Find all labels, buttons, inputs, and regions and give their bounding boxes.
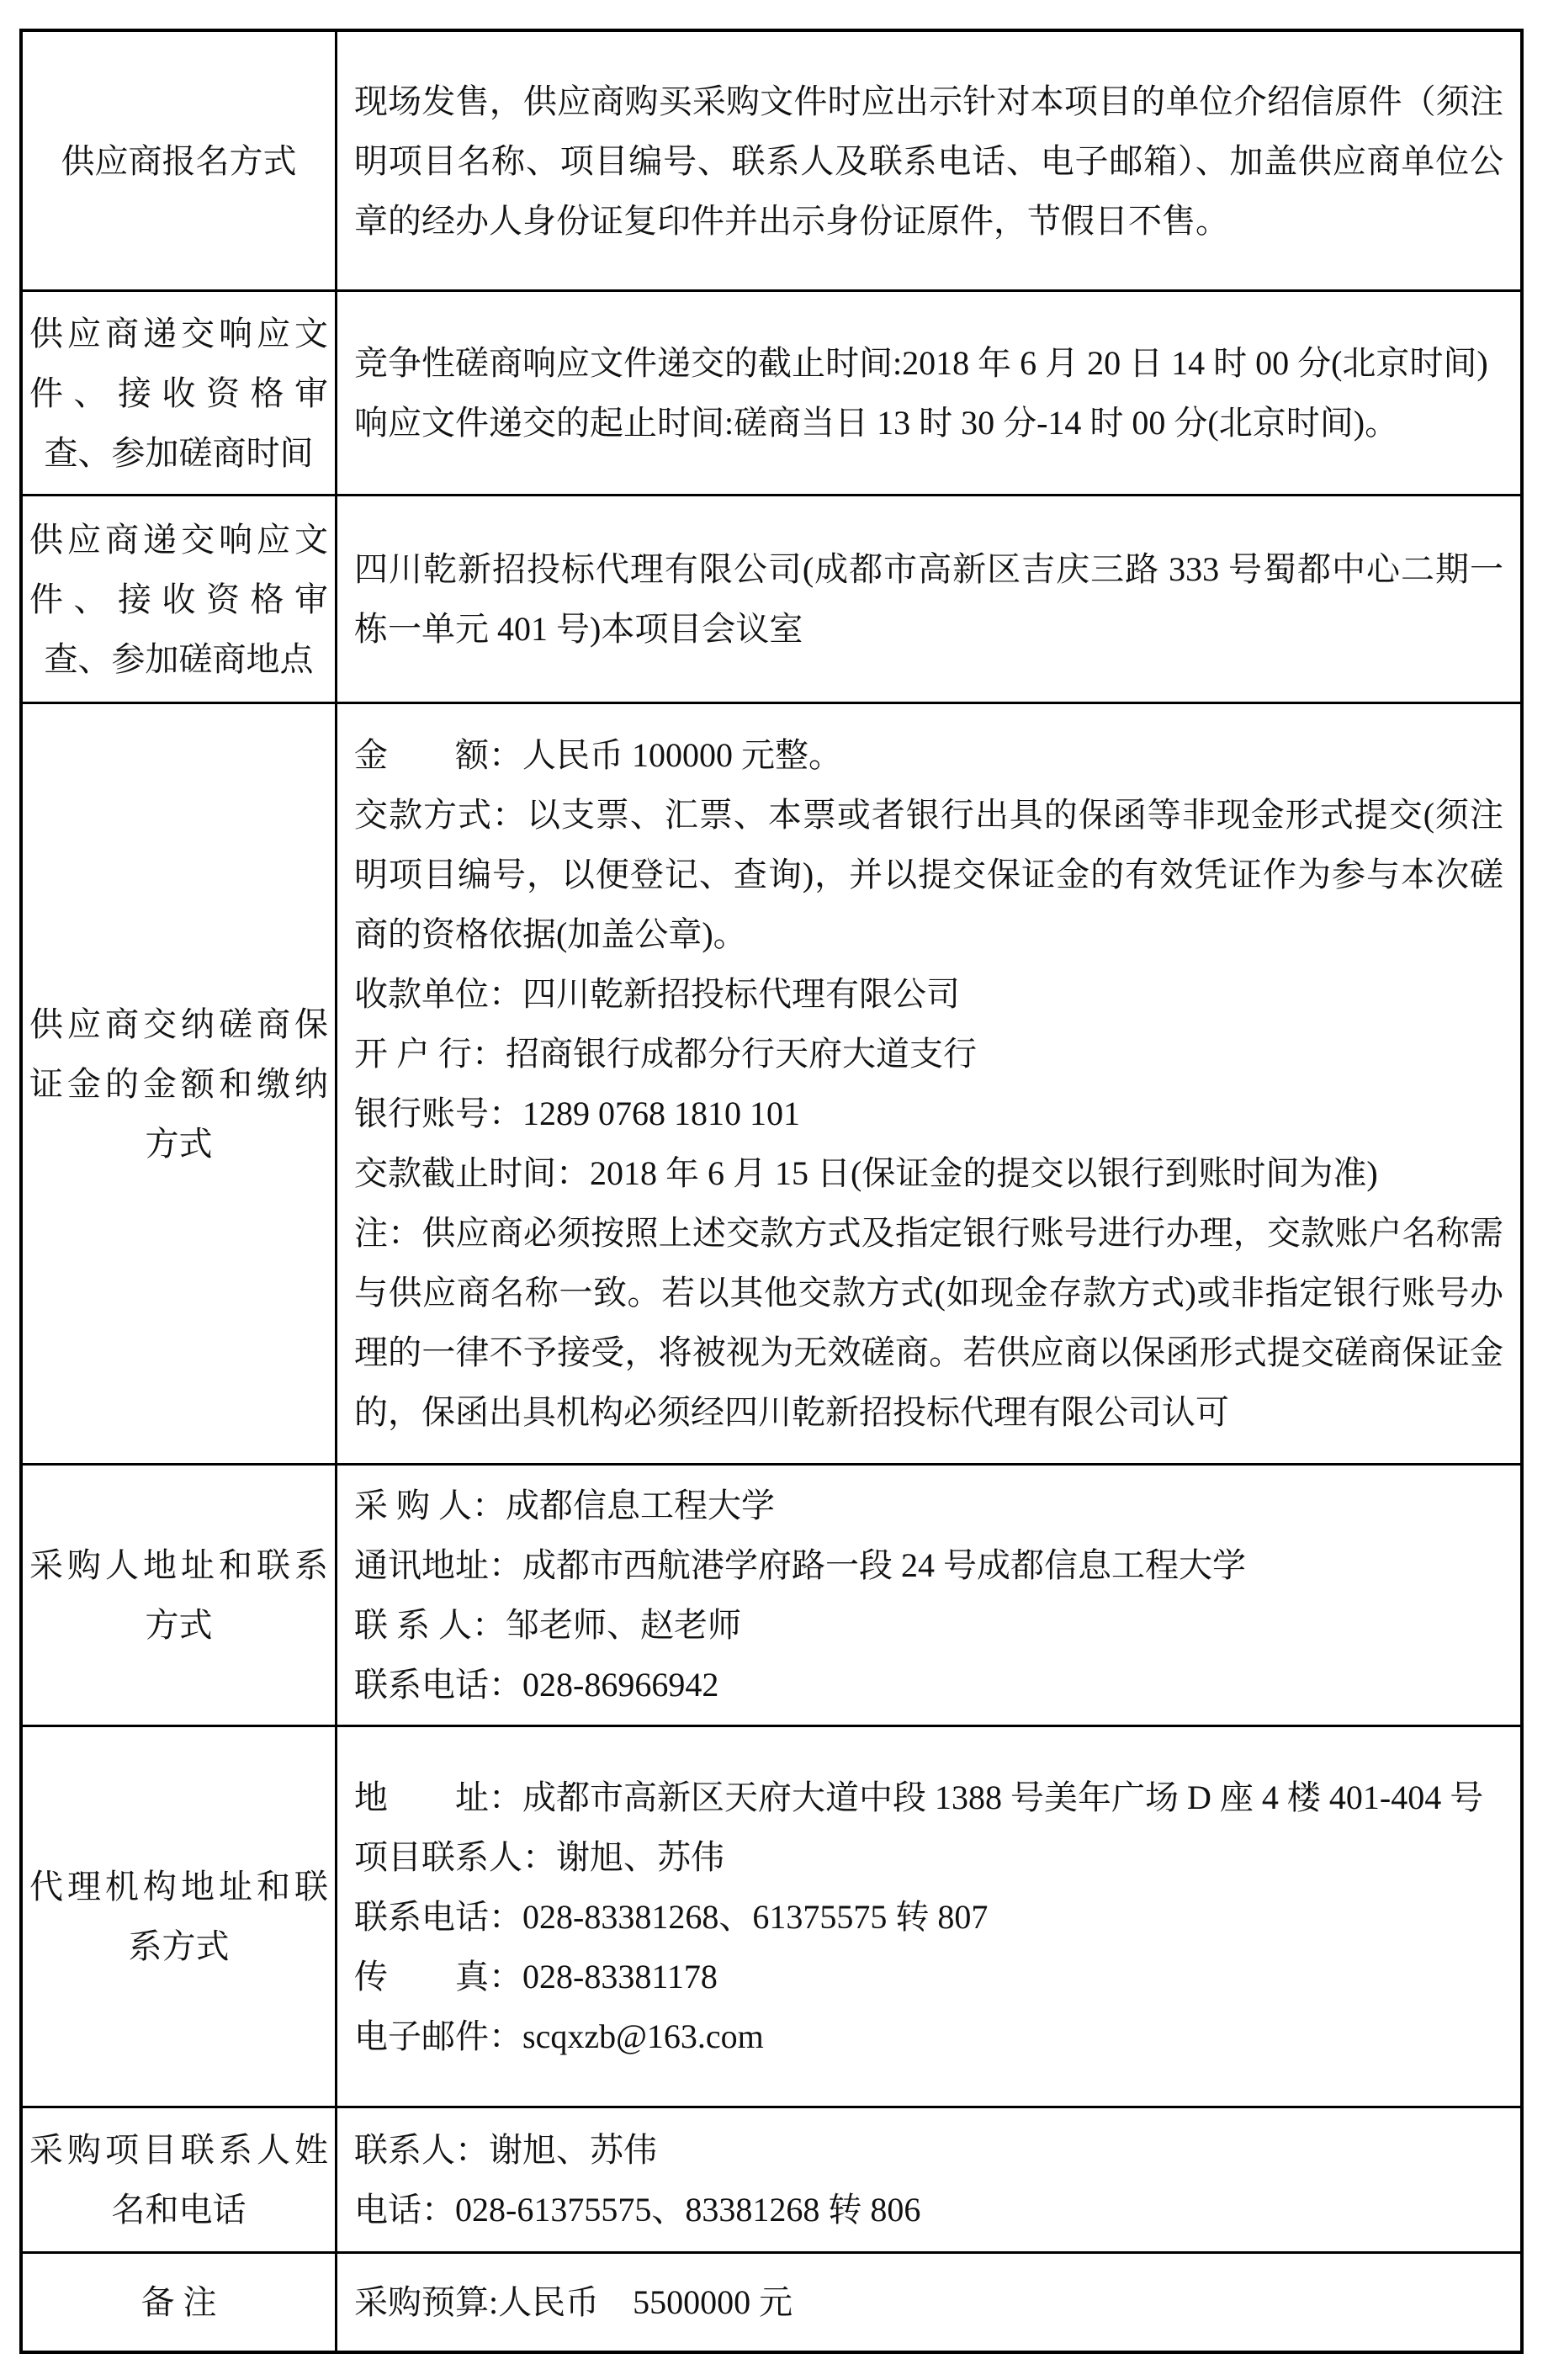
- paragraph: 现场发售，供应商购买采购文件时应出示针对本项目的单位介绍信原件（须注明项目名称、项目编号、联系人及联系电话、电子邮箱）、加盖供应商单位公章的经办人身份证复印件并出示身份证原件，节假日不售。: [354, 82, 1503, 240]
- row-label: 供应商递交响应文件、接收资格审查、参加磋商地点: [29, 520, 328, 678]
- table-row-submission-time: [23, 289, 1520, 494]
- paragraph: 银行账号：1289 0768 1810 101: [354, 1095, 800, 1132]
- row-label-cell: [23, 496, 337, 702]
- row-label: 采购人地址和联系方式: [29, 1546, 328, 1644]
- row-label-cell: [23, 1727, 337, 2106]
- paragraph: 注：供应商必须按照上述交款方式及指定银行账号进行办理，交款账户名称需与供应商名称一致。若以其他交款方式(如现金存款方式)或非指定银行账号办理的一律不予接受，将被视为无效磋商。若供应商以保函形式提交磋商保证金的，保函出具机构必须经四川乾新招投标代理有限公司认可: [354, 1214, 1503, 1431]
- paragraph: 通讯地址：成都市西航港学府路一段 24 号成都信息工程大学: [354, 1546, 1246, 1584]
- row-label-cell: [23, 32, 337, 289]
- paragraph: 项目联系人：谢旭、苏伟: [354, 1837, 724, 1876]
- paragraph: 采购预算:人民币 5500000 元: [354, 2283, 793, 2321]
- paragraph: 联系人：谢旭、苏伟: [354, 2131, 657, 2169]
- paragraph: 竞争性磋商响应文件递交的截止时间:2018 年 6 月 20 日 14 时 00 分(北京时间): [354, 344, 1488, 382]
- row-label: 供应商递交响应文件、接收资格审查、参加磋商时间: [29, 314, 328, 472]
- row-content-cell: [337, 704, 1520, 1463]
- paragraph: 响应文件递交的起止时间:磋商当日 13 时 30 分-14 时 00 分(北京时间)。: [354, 404, 1399, 442]
- paragraph: 地 址：成都市高新区天府大道中段 1388 号美年广场 D 座 4 楼 401-404 号: [354, 1778, 1484, 1816]
- row-label: 备 注: [140, 2283, 217, 2321]
- table-row-purchaser-contact: [23, 1463, 1520, 1725]
- row-label: 代理机构地址和联系方式: [29, 1868, 328, 1965]
- table-row-agency-contact: [23, 1725, 1520, 2106]
- paragraph: 收款单位：四川乾新招投标代理有限公司: [354, 975, 960, 1013]
- paragraph: 电子邮件：scqxzb@163.com: [354, 2017, 764, 2055]
- row-content-cell: [337, 1466, 1520, 1725]
- row-label-cell: [23, 2254, 337, 2351]
- table-row-supplier-registration: [23, 32, 1520, 289]
- row-label-cell: [23, 292, 337, 494]
- row-content-cell: [337, 32, 1520, 289]
- paragraph: 传 真：028-83381178: [354, 1957, 718, 1996]
- row-content-cell: [337, 2108, 1520, 2251]
- row-content-cell: [337, 496, 1520, 702]
- row-label: 采购项目联系人姓名和电话: [29, 2131, 328, 2229]
- row-label-cell: [23, 1466, 337, 1725]
- table-row-submission-place: [23, 494, 1520, 702]
- procurement-info-table: [19, 29, 1524, 2354]
- table-row-project-contact: [23, 2106, 1520, 2251]
- paragraph: 交款方式：以支票、汇票、本票或者银行出具的保函等非现金形式提交(须注明项目编号，以便登记、查询)，并以提交保证金的有效凭证作为参与本次磋商的资格依据(加盖公章)。: [354, 796, 1503, 953]
- paragraph: 联系电话：028-86966942: [354, 1666, 719, 1704]
- paragraph: 联 系 人：邹老师、赵老师: [354, 1606, 741, 1644]
- row-label-cell: [23, 704, 337, 1463]
- row-label: 供应商交纳磋商保证金的金额和缴纳方式: [29, 1004, 328, 1163]
- row-label-cell: [23, 2108, 337, 2251]
- row-content-cell: [337, 292, 1520, 494]
- paragraph: 四川乾新招投标代理有限公司(成都市高新区吉庆三路 333 号蜀都中心二期一栋一单元 401 号)本项目会议室: [354, 550, 1503, 648]
- paragraph: 电话：028-61375575、83381268 转 806: [354, 2191, 921, 2229]
- paragraph: 采 购 人：成都信息工程大学: [354, 1487, 775, 1524]
- table-row-remarks: [23, 2251, 1520, 2351]
- row-content-cell: [337, 2254, 1520, 2351]
- paragraph: 开 户 行：招商银行成都分行天府大道支行: [354, 1035, 977, 1073]
- paragraph: 交款截止时间：2018 年 6 月 15 日(保证金的提交以银行到账时间为准): [354, 1154, 1378, 1192]
- paragraph: 金 额：人民币 100000 元整。: [354, 736, 842, 774]
- paragraph: 联系电话：028-83381268、61375575 转 807: [354, 1897, 989, 1936]
- table-row-deposit-info: [23, 702, 1520, 1463]
- row-label: 供应商报名方式: [61, 141, 297, 180]
- row-content-cell: [337, 1727, 1520, 2106]
